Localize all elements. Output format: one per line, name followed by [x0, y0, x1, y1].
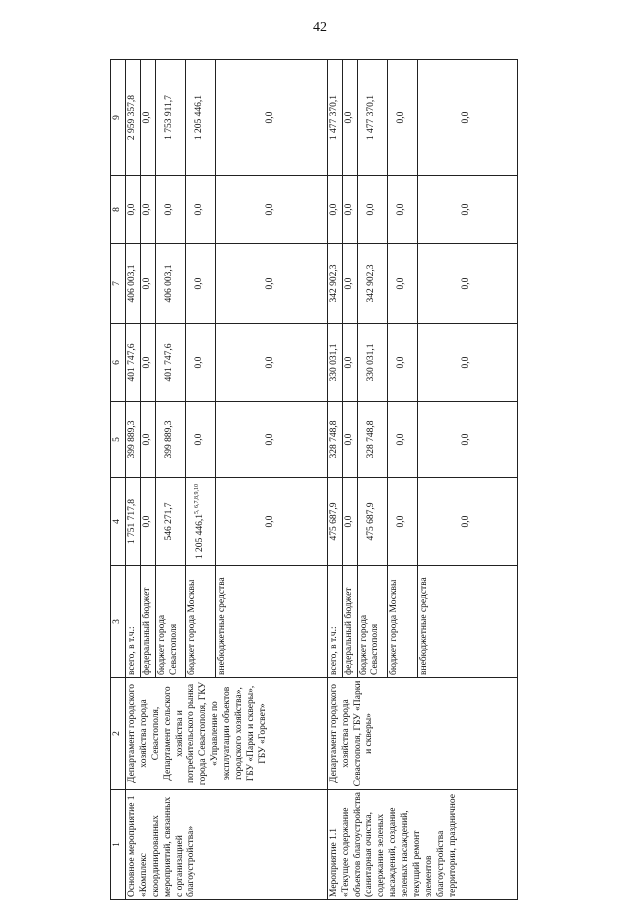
activity-cell: Основное мероприятие 1 «Комплекс скоординированных мероприятий, связанных с организацией благоустройства» [126, 790, 328, 900]
value-cell: 406 003,1 [155, 244, 185, 324]
value-cell: 328 748,8 [327, 402, 342, 478]
funding-source-cell: всего, в т.ч.: [327, 566, 342, 678]
value-cell: 0,0 [185, 244, 215, 324]
value-cell: 0,0 [387, 244, 417, 324]
value-cell: 1 205 446,1 [185, 60, 215, 176]
activity-cell: Мероприятие 1.1 «Текущее содержание объектов благоустройства (санитарная очистка, содержание зеленых насаждений, создание зеленых насаждений, текущий ремонт элементов благоустройства территории, праздничное [327, 790, 517, 900]
value-cell: 0,0 [140, 402, 155, 478]
value-cell: 475 687,9 [327, 478, 342, 566]
value-cell: 1 477 370,1 [357, 60, 387, 176]
value-cell: 0,0 [140, 60, 155, 176]
value-cell: 0,0 [140, 176, 155, 244]
budget-table [110, 59, 518, 900]
header-cell: 9 [111, 60, 126, 176]
value-cell: 328 748,8 [357, 402, 387, 478]
value-cell: 0,0 [357, 176, 387, 244]
header-cell: 6 [111, 324, 126, 402]
value-cell: 401 747,6 [155, 324, 185, 402]
value-cell: 342 902,3 [327, 244, 342, 324]
funding-source-cell: федеральный бюджет [342, 566, 357, 678]
rotated-table-area [110, 60, 500, 900]
value-cell: 0,0 [387, 324, 417, 402]
value-cell: 0,0 [185, 402, 215, 478]
value-cell: 330 031,1 [357, 324, 387, 402]
value-cell: 406 003,1 [126, 244, 141, 324]
value-cell: 0,0 [417, 60, 517, 176]
value-cell: 0,0 [215, 176, 327, 244]
footnote-refs: 5, 6,7,8,9,10 [193, 483, 200, 514]
funding-source-cell: бюджет города Москвы [185, 566, 215, 678]
value-cell: 0,0 [417, 402, 517, 478]
value-cell: 546 271,7 [155, 478, 185, 566]
value-cell: 0,0 [140, 478, 155, 566]
value-cell: 0,0 [417, 324, 517, 402]
value-cell: 0,0 [342, 478, 357, 566]
value-cell: 0,0 [342, 244, 357, 324]
header-cell: 4 [111, 478, 126, 566]
header-row [111, 60, 126, 900]
value-cell: 0,0 [140, 244, 155, 324]
value-cell: 1 753 911,7 [155, 60, 185, 176]
header-cell: 7 [111, 244, 126, 324]
value-cell: 475 687,9 [357, 478, 387, 566]
value-cell: 0,0 [185, 176, 215, 244]
value-cell: 0,0 [342, 402, 357, 478]
value-cell: 330 031,1 [327, 324, 342, 402]
value-cell: 0,0 [215, 60, 327, 176]
value-cell: 0,0 [417, 478, 517, 566]
value-cell: 0,0 [387, 60, 417, 176]
value-cell: 399 889,3 [126, 402, 141, 478]
executor-cell: Департамент городского хозяйства города Севастополя, ГБУ «Парки и скверы» [327, 678, 517, 790]
value-cell: 399 889,3 [155, 402, 185, 478]
value-cell: 0,0 [185, 324, 215, 402]
value-cell: 0,0 [342, 324, 357, 402]
table-row [327, 60, 342, 900]
value-cell: 0,0 [417, 244, 517, 324]
header-cell: 3 [111, 566, 126, 678]
header-cell: 2 [111, 678, 126, 790]
funding-source-cell: бюджет города Севастополя [357, 566, 387, 678]
value-cell: 0,0 [417, 176, 517, 244]
value-cell: 1 751 717,8 [126, 478, 141, 566]
page-number: 42 [313, 20, 327, 35]
funding-source-cell: всего, в т.ч.: [126, 566, 141, 678]
value-cell: 0,0 [126, 176, 141, 244]
value-cell: 0,0 [387, 478, 417, 566]
value-cell: 0,0 [215, 324, 327, 402]
value-cell: 0,0 [342, 176, 357, 244]
value-text: 1 205 446,1 [194, 513, 205, 560]
value-cell: 0,0 [155, 176, 185, 244]
table-row [126, 60, 141, 900]
funding-source-cell: федеральный бюджет [140, 566, 155, 678]
value-cell: 0,0 [387, 402, 417, 478]
value-cell: 0,0 [140, 324, 155, 402]
rotated-table-container [110, 60, 500, 900]
value-cell: 0,0 [215, 478, 327, 566]
executor-cell: Департамент городского хозяйства города Севастополя, Департамент сельского хозяйства и потребительского рынка города Севастополя, ГКУ «Управление по эксплуатации объектов городского хозяйства», ГБУ «Парки и скверы», ГБУ «Горсвет» [126, 678, 328, 790]
funding-source-cell: внебюджетные средства [417, 566, 517, 678]
value-cell [185, 478, 215, 566]
header-cell: 5 [111, 402, 126, 478]
funding-source-cell: бюджет города Севастополя [155, 566, 185, 678]
value-cell: 0,0 [215, 402, 327, 478]
value-cell: 0,0 [387, 176, 417, 244]
value-cell: 2 959 357,8 [126, 60, 141, 176]
value-cell: 0,0 [327, 176, 342, 244]
value-cell: 0,0 [215, 244, 327, 324]
value-cell: 0,0 [342, 60, 357, 176]
header-cell: 8 [111, 176, 126, 244]
funding-source-cell: бюджет города Москвы [387, 566, 417, 678]
value-cell: 342 902,3 [357, 244, 387, 324]
funding-source-cell: внебюджетные средства [215, 566, 327, 678]
header-cell: 1 [111, 790, 126, 900]
value-cell: 1 477 370,1 [327, 60, 342, 176]
value-cell: 401 747,6 [126, 324, 141, 402]
